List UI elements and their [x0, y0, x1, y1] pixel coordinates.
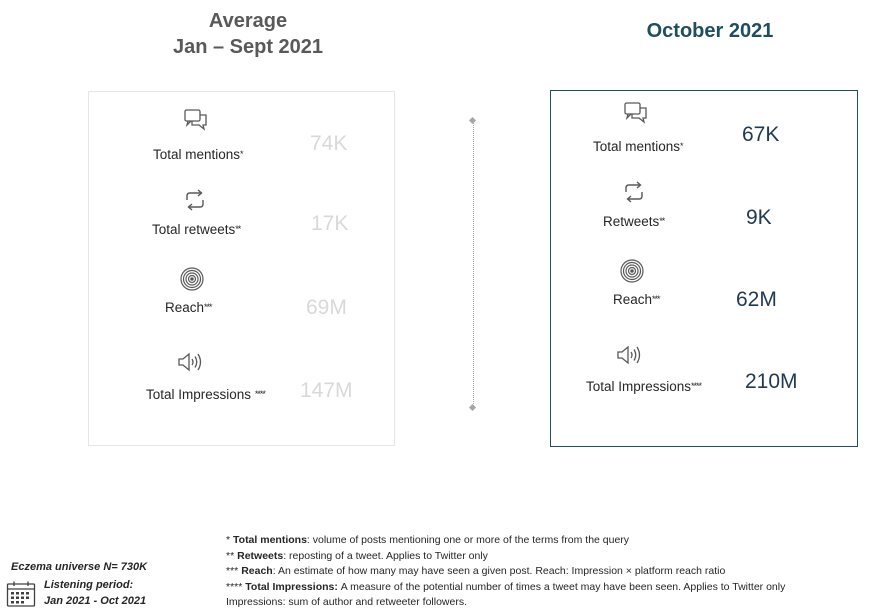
calendar-icon: [6, 580, 36, 608]
metric-value: 210M: [745, 370, 798, 393]
target-rings-icon: [179, 266, 205, 292]
footnote-term: Total mentions: [233, 534, 307, 546]
retweet-icon: [182, 187, 208, 213]
footnote-marker: ****: [691, 381, 702, 391]
speaker-icon: [616, 342, 642, 368]
retweet-icon: [621, 179, 647, 205]
metric-label: Total mentions: [153, 147, 241, 162]
footnote-marker: ****: [226, 580, 243, 593]
footnote-marker: ****: [254, 389, 265, 399]
footnote-reach: [226, 564, 866, 580]
panel-divider: [473, 120, 474, 408]
listening-period-range: Jan 2021 - Oct 2021: [44, 595, 147, 607]
metric-value: 9K: [746, 206, 772, 229]
average-heading-line1: Average: [208, 10, 288, 32]
footnote-marker: ***: [204, 302, 212, 312]
footnote-text: : An estimate of how many may have seen a given post. Reach: Impression × platform reach ratio: [272, 565, 726, 577]
footnote-marker: *: [680, 141, 683, 151]
metric-label: Reach: [165, 300, 205, 315]
footnote-marker: **: [659, 216, 665, 226]
metric-value: 69M: [306, 296, 347, 319]
footnote-text: : volume of posts mentioning one or more of the terms from the query: [306, 534, 630, 546]
speech-bubbles-icon: [623, 100, 649, 126]
universe-size: Eczema universe N= 730K: [11, 561, 148, 573]
metric-label: Reach: [613, 292, 653, 307]
average-period-heading: [148, 8, 348, 60]
footnote-term: Total Impressions:: [245, 580, 341, 593]
october-heading: October 2021: [646, 20, 774, 42]
metric-label: Total Impressions: [146, 387, 252, 402]
listening-period-label: Listening period:: [44, 579, 134, 591]
footnotes: [226, 533, 866, 611]
footnote-marker: ***: [226, 565, 239, 577]
metric-value: 147M: [300, 379, 353, 402]
target-rings-icon: [619, 258, 645, 284]
footnote-marker: **: [235, 224, 241, 234]
footnote-text: : reposting of a tweet. Applies to Twitter only: [283, 549, 488, 562]
metric-label: Retweets: [603, 214, 660, 229]
listening-period: [44, 577, 146, 609]
footnote-impressions-definition: Impressions: sum of author and retweeter followers.: [226, 596, 468, 608]
footnote-term: Reach: [241, 565, 273, 577]
metric-label: Total mentions: [593, 139, 681, 154]
metric-value: 74K: [310, 132, 348, 155]
metric-value: 67K: [742, 123, 780, 146]
footnote-term: Retweets: [237, 549, 284, 562]
metric-label: Total retweets: [152, 222, 236, 237]
footnote-marker: ***: [652, 294, 660, 304]
metric-label: Total Impressions: [586, 379, 692, 394]
footnote-text: A measure of the potential number of times a tweet may have been seen. Applies to Twitter only: [340, 580, 786, 593]
footnote-impressions: [226, 580, 866, 596]
footnote-marker: **: [226, 549, 235, 562]
average-heading-line2: Jan – Sept 2021: [172, 36, 324, 58]
speaker-icon: [177, 349, 203, 375]
metric-value: 17K: [311, 212, 349, 235]
footnote-mentions: [226, 533, 866, 549]
speech-bubbles-icon: [183, 107, 209, 133]
metric-value: 62M: [736, 288, 777, 311]
footnote-retweets: [226, 549, 866, 565]
footnote-marker: *: [226, 534, 231, 546]
footnote-marker: *: [240, 149, 243, 159]
